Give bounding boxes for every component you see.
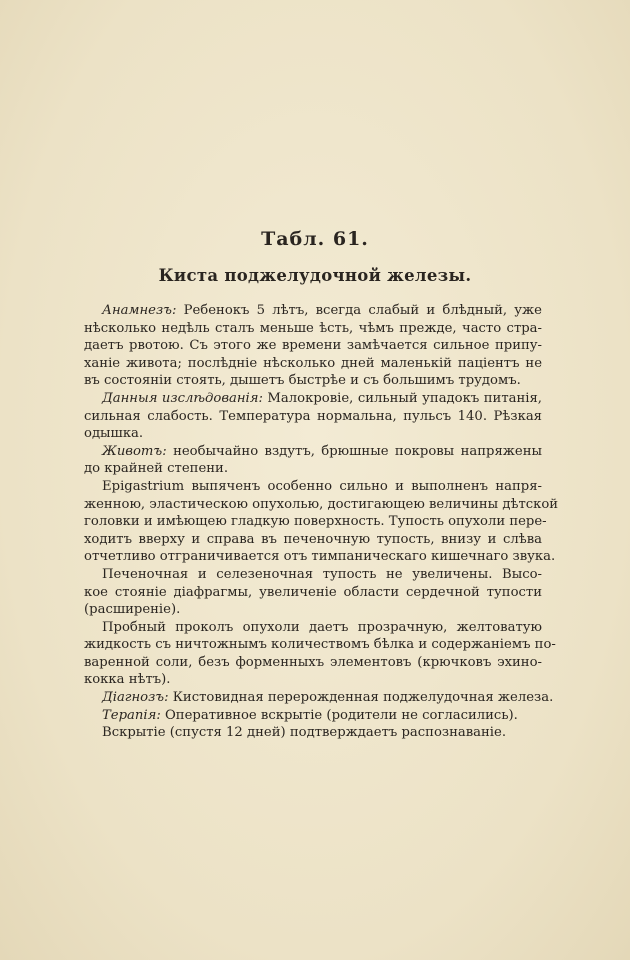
- text-line: [84, 601, 542, 619]
- line-text: даетъ рвотою. Съ этого же времени замѣчается сильное припу-: [84, 338, 542, 354]
- line-text: Вскрытіе (спустя 12 дней) подтверждаетъ распознаваніе.: [102, 725, 507, 741]
- line-text: жидкость съ ничтожнымъ количествомъ бѣлка и содержаніемъ по-: [84, 637, 556, 653]
- line-text: варенной соли, безъ форменныхъ элементовъ (крючковъ эхино-: [84, 654, 542, 670]
- text-line: [84, 443, 542, 461]
- section-label: Терапія:: [102, 707, 161, 723]
- line-text: женною, эластическою опухолью, достигающею величины дѣтской: [84, 496, 559, 512]
- text-line: [84, 707, 542, 725]
- line-text: ходитъ вверху и справа въ печеночную тупость, внизу и слѣва: [84, 531, 542, 547]
- text-line: [84, 566, 542, 584]
- text-line: [84, 390, 542, 408]
- text-line: [84, 478, 542, 496]
- line-text: Пробный проколъ опухоли даетъ прозрачную, желтоватую: [102, 619, 542, 635]
- line-text: головки и имѣющею гладкую поверхность. Тупость опухоли пере-: [84, 514, 547, 530]
- line-text: отчетливо отграничивается отъ тимпаническаго кишечнаго звука.: [84, 549, 556, 565]
- text-line: [84, 636, 556, 654]
- line-text: необычайно вздутъ, брюшные покровы напряжены: [166, 443, 542, 459]
- text-line: [84, 337, 542, 355]
- case-heading: Киста поджелудочной железы.: [158, 266, 472, 285]
- line-text: Оперативное вскрытіе (родители не согласились).: [160, 707, 518, 723]
- text-line: [84, 372, 542, 390]
- line-text: въ состояніи стоять, дышетъ быстрѣе и съ большимъ трудомъ.: [84, 373, 521, 389]
- line-text: до крайней степени.: [84, 461, 229, 477]
- text-line: [84, 355, 542, 373]
- text-line: [84, 320, 542, 338]
- section-label: Животъ:: [102, 443, 167, 459]
- line-text: одышка.: [84, 426, 144, 442]
- text-line: [84, 654, 542, 672]
- line-text: Ребенокъ 5 лѣтъ, всегда слабый и блѣдный, уже: [176, 303, 542, 318]
- line-text: нѣсколько недѣль сталъ меньше ѣсть, чѣмъ прежде, часто стра-: [84, 320, 542, 336]
- text-line: [84, 724, 542, 742]
- line-text: Epigastrium выпяченъ особенно сильно и выполненъ напря-: [102, 478, 542, 494]
- line-text: кое стояніе діафрагмы, увеличеніе области сердечной тупости: [84, 584, 542, 600]
- text-line: [84, 619, 542, 637]
- text-line: [84, 584, 542, 602]
- line-text: Печеночная и селезеночная тупость не увеличены. Высо-: [102, 566, 542, 582]
- section-label: Данныя изслѣдованія:: [102, 390, 263, 406]
- line-text: кокка нѣтъ).: [84, 672, 171, 688]
- section-label: Анамнезъ:: [102, 303, 177, 318]
- text-line: [84, 496, 559, 514]
- text-line: [84, 460, 542, 478]
- text-line: [84, 671, 542, 689]
- text-line: [84, 531, 542, 549]
- text-line: [84, 513, 547, 531]
- line-text: Малокровіе, сильный упадокъ питанія,: [262, 390, 542, 406]
- text-line: [84, 302, 542, 320]
- line-text: (расширеніе).: [84, 602, 181, 618]
- text-line: [84, 408, 542, 426]
- line-text: ханіе живота; послѣдніе нѣсколько дней маленькій паціентъ не: [84, 355, 542, 371]
- table-title: Табл. 61.: [261, 228, 369, 250]
- text-line: [84, 425, 542, 443]
- section-label: Діагнозъ:: [102, 690, 169, 706]
- text-line: [84, 689, 554, 707]
- case-text: [84, 302, 559, 742]
- line-text: Кистовидная перерожденная поджелудочная железа.: [168, 690, 554, 706]
- text-line: [84, 548, 556, 566]
- line-text: сильная слабость. Температура нормальна, пульсъ 140. Рѣзкая: [84, 408, 542, 424]
